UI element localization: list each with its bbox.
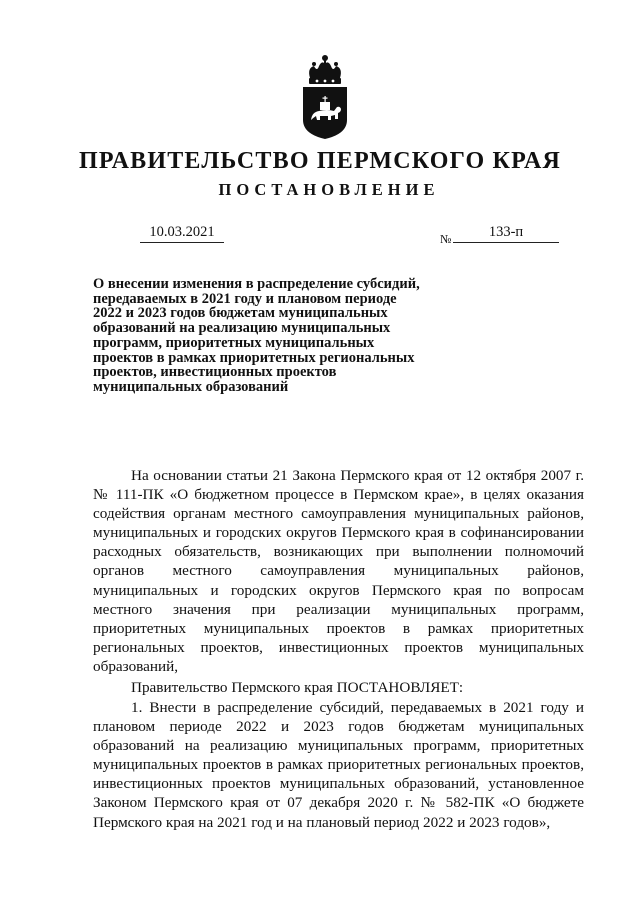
subject-line: О внесении изменения в распределение субсидий, [93, 276, 420, 292]
subject-line: проектов, инвестиционных проектов [93, 364, 337, 381]
subject-line: 2022 и 2023 годов бюджетам муниципальных [93, 305, 388, 322]
body-paragraph-item-1: 1. Внести в распределение субсидий, передаваемых в 2021 году и плановом периоде 2022 и 2023 годов бюджетам муниципальных образований на реализацию муниципальных программ, приоритетных муниципальных проектов в рамках приоритетных региональных проектов, инвестиционных проектов муниципальных образований, установленное Законом Пермского края от 07 декабря 2020 г. № 582-ПК «О бюджете Пермского края на 2021 год и на плановый период 2022 и 2023 годов», [93, 699, 584, 831]
coat-of-arms-icon [297, 54, 353, 140]
document-date: 10.03.2021 [140, 224, 224, 243]
government-title: ПРАВИТЕЛЬСТВО ПЕРМСКОГО КРАЯ [78, 148, 562, 174]
document-type: ПОСТАНОВЛЕНИЕ [218, 180, 440, 199]
subject-line: проектов в рамках приоритетных региональных [93, 349, 415, 366]
body-paragraph-basis: На основании статьи 21 Закона Пермского края от 12 октября 2007 г. № 111-ПК «О бюджетном процессе в Пермском крае», в целях оказания содействия органам местного самоуправления муниципальных районов, муниципальных и городских округов Пермского края в софинансировании расходных обязательств, возникающих при выполнении полномочий органов местного самоуправления муниципальных районов, муниципальных и городских округов Пермского края по вопросам местного значения при реализации муниципальных программ, приоритетных муниципальных проектов в рамках приоритетных региональных проектов, инвестиционных проектов муниципальных образований, [93, 467, 584, 675]
body-paragraph-resolves: Правительство Пермского края ПОСТАНОВЛЯЕТ: [131, 679, 464, 696]
subject-line: образований на реализацию муниципальных [93, 320, 391, 337]
document-number: 133-п [453, 224, 559, 243]
subject-line: программ, приоритетных муниципальных [93, 334, 375, 351]
subject-line: муниципальных образований [93, 378, 289, 395]
document-subject [93, 277, 453, 395]
subject-line: передаваемых в 2021 году и плановом периоде [93, 290, 397, 307]
number-label: № [440, 232, 452, 246]
